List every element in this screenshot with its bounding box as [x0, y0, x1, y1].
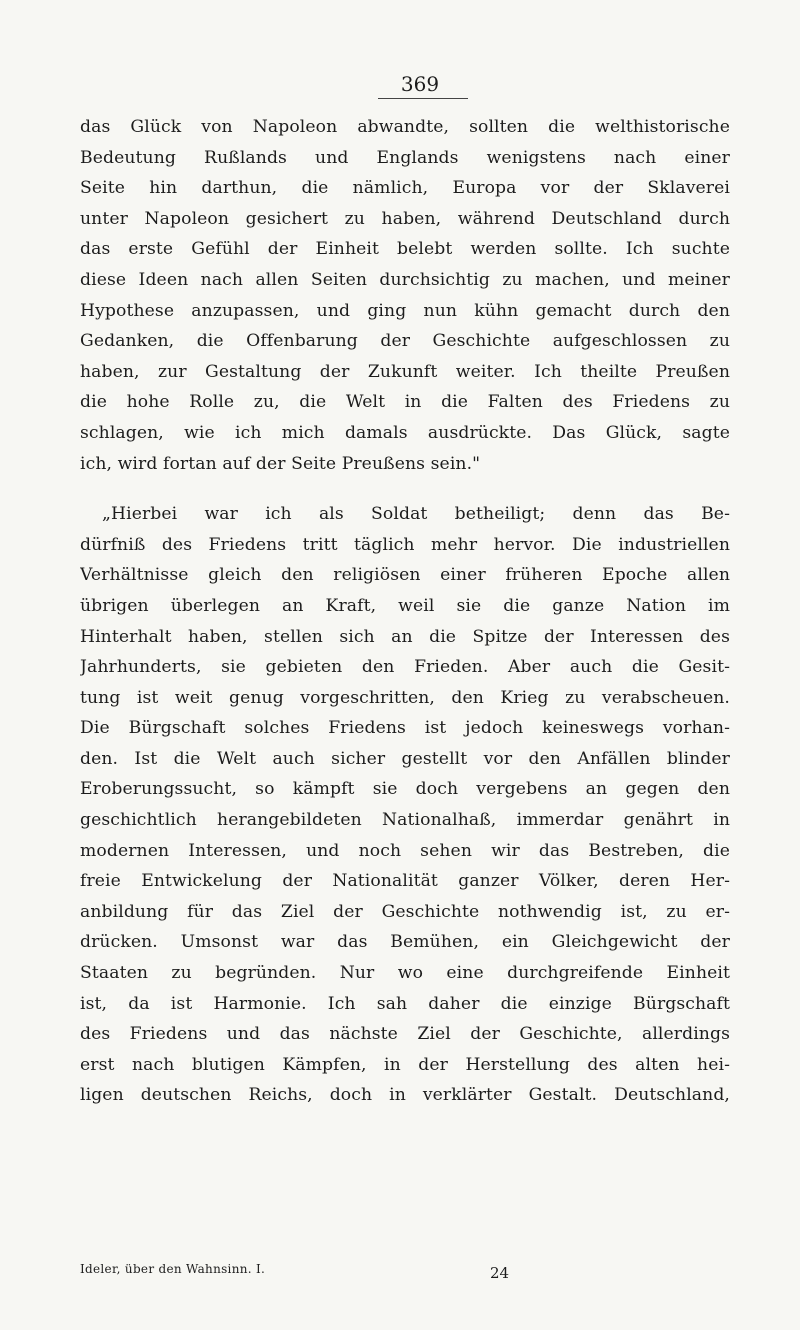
- text-line: Die Bürgschaft solches Friedens ist jedoch keineswegs vorhan-: [80, 718, 730, 739]
- text-line: diese Ideen nach allen Seiten durchsichtig zu machen, und meiner: [80, 269, 730, 290]
- text-line: den. Ist die Welt auch sicher gestellt vor den Anfällen blinder: [80, 748, 730, 769]
- text-line: haben, zur Gestaltung der Zukunft weiter. Ich theilte Preußen: [80, 361, 730, 382]
- text-line: anbildung für das Ziel der Geschichte nothwendig ist, zu er-: [80, 901, 730, 922]
- text-line: freie Entwickelung der Nationalität ganzer Völker, deren Her-: [80, 871, 730, 892]
- text-line: Bedeutung Rußlands und Englands wenigstens nach einer: [80, 147, 730, 168]
- text-line: „Hierbei war ich als Soldat betheiligt; denn das Be-: [102, 504, 730, 525]
- text-line: tung ist weit genug vorgeschritten, den Krieg zu verabscheuen.: [80, 687, 730, 708]
- text-line: Eroberungssucht, so kämpft sie doch vergebens an gegen den: [80, 779, 730, 800]
- text-line: dürfniß des Friedens tritt täglich mehr hervor. Die industriellen: [80, 534, 730, 555]
- page-number: 369: [400, 72, 440, 96]
- text-line: ich, wird fortan auf der Seite Preußens sein.": [80, 453, 481, 474]
- text-line: unter Napoleon gesichert zu haben, während Deutschland durch: [80, 208, 730, 229]
- text-line: Gedanken, die Offenbarung der Geschichte aufgeschlossen zu: [80, 331, 730, 352]
- body-text: [80, 112, 730, 1111]
- text-line: Staaten zu begründen. Nur wo eine durchgreifende Einheit: [80, 963, 730, 984]
- text-line: Hypothese anzupassen, und ging nun kühn gemacht durch den: [80, 300, 730, 321]
- text-line: ist, da ist Harmonie. Ich sah daher die einzige Bürgschaft: [80, 993, 730, 1014]
- header-rule: [378, 98, 468, 99]
- text-line: modernen Interessen, und noch sehen wir das Bestreben, die: [80, 840, 730, 861]
- text-line: Verhältnisse gleich den religiösen einer früheren Epoche allen: [80, 565, 730, 586]
- signature-number: 24: [490, 1264, 510, 1282]
- paragraph-2: [80, 499, 730, 1111]
- text-line: schlagen, wie ich mich damals ausdrückte. Das Glück, sagte: [80, 422, 730, 443]
- text-line: Jahrhunderts, sie gebieten den Frieden. Aber auch die Gesit-: [80, 657, 730, 678]
- text-line: das Glück von Napoleon abwandte, sollten die welthistorische: [80, 117, 730, 137]
- text-line: drücken. Umsonst war das Bemühen, ein Gleichgewicht der: [80, 932, 730, 953]
- text-line: ligen deutschen Reichs, doch in verklärter Gestalt. Deutschland,: [80, 1085, 730, 1106]
- text-line: die hohe Rolle zu, die Welt in die Falten des Friedens zu: [80, 392, 730, 413]
- text-line: übrigen überlegen an Kraft, weil sie die ganze Nation im: [80, 595, 730, 616]
- text-line: das erste Gefühl der Einheit belebt werden sollte. Ich suchte: [80, 239, 730, 260]
- text-line: erst nach blutigen Kämpfen, in der Herstellung des alten hei-: [80, 1054, 730, 1075]
- text-line: Hinterhalt haben, stellen sich an die Spitze der Interessen des: [80, 626, 730, 647]
- page-footer: [80, 1262, 730, 1282]
- paragraph-gap: [80, 479, 730, 499]
- text-line: Seite hin darthun, die nämlich, Europa vor der Sklaverei: [80, 178, 730, 199]
- text-line: geschichtlich herangebildeten Nationalhaß, immerdar genährt in: [80, 810, 730, 831]
- signature-mark: Ideler, über den Wahnsinn. I.: [80, 1262, 266, 1276]
- paragraph-1: [80, 112, 730, 479]
- text-line: des Friedens und das nächste Ziel der Geschichte, allerdings: [80, 1024, 730, 1045]
